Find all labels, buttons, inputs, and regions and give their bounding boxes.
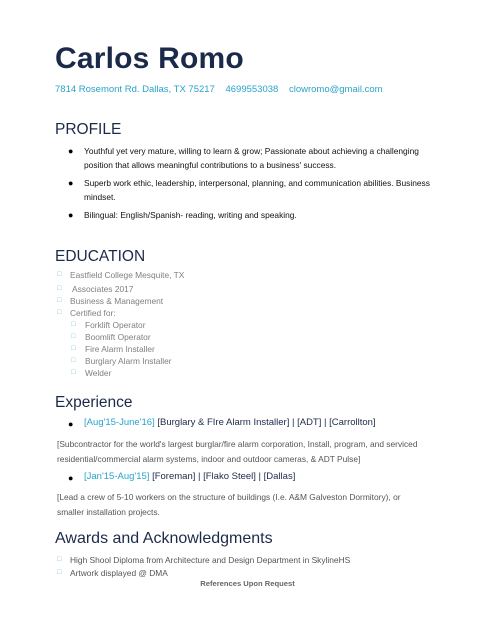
square-bullet-icon: □ — [71, 369, 76, 376]
square-bullet-icon: □ — [57, 271, 62, 278]
job-title-line — [84, 471, 295, 482]
profile-heading: PROFILE — [55, 121, 122, 138]
candidate-name: Carlos Romo — [55, 42, 244, 75]
job-title: [Burglary & FIre Alarm Installer] | [ADT] | [Carrollton] — [157, 417, 376, 428]
phone: 4699553038 — [225, 84, 279, 95]
profile-item: Youthful yet very mature, willing to learn & grow; Passionate about achieving a challenging position that allows meaningful contributions to a business' success. — [84, 146, 419, 170]
bullet-icon: ● — [68, 146, 74, 156]
profile-item: Superb work ethic, leadership, interpersonal, planning, and communication abilities. Business mindset. — [84, 178, 430, 202]
square-bullet-icon: □ — [57, 556, 62, 563]
square-bullet-icon: □ — [57, 297, 62, 304]
email: clowromo@gmail.com — [288, 84, 383, 95]
education-item: Certified for: — [70, 308, 116, 318]
square-bullet-icon: □ — [57, 309, 62, 316]
education-item: Associates 2017 — [72, 284, 134, 294]
education-heading: EDUCATION — [55, 248, 146, 265]
job-title: [Foreman] | [Flako Steel] | [Dallas] — [152, 471, 296, 482]
awards-heading: Awards and Acknowledgments — [55, 530, 273, 547]
references-note: References Upon Request — [200, 579, 295, 588]
job-description: [Subcontractor for the world's largest burglar/fire alarm corporation, Install, program, and serviced residential/commercial alarm systems, indoor and outdoor cameras, & ADT Pulse] — [57, 439, 418, 464]
certification-item: Forklift Operator — [85, 320, 146, 330]
square-bullet-icon: □ — [71, 345, 76, 352]
certification-item: Boomlift Operator — [85, 332, 151, 342]
award-item: High Shool Diploma from Architecture and Design Department in SkylineHS — [70, 555, 351, 565]
certification-item: Fire Alarm Installer — [85, 344, 155, 354]
award-item: Artwork displayed @ DMA — [70, 568, 168, 578]
experience-heading: Experience — [55, 394, 133, 411]
certification-item: Burglary Alarm Installer — [85, 356, 172, 366]
bullet-icon: ● — [68, 178, 74, 188]
profile-item: Bilingual: English/Spanish- reading, writing and speaking. — [84, 210, 297, 220]
square-bullet-icon: □ — [71, 333, 76, 340]
square-bullet-icon: □ — [57, 285, 62, 292]
square-bullet-icon: □ — [71, 357, 76, 364]
job-title-line — [84, 417, 376, 428]
square-bullet-icon: □ — [71, 321, 76, 328]
address: 7814 Rosemont Rd. Dallas, TX 75217 — [55, 84, 215, 95]
bullet-icon: ● — [68, 473, 74, 483]
job-date: [Aug'15-June'16] — [84, 417, 155, 428]
square-bullet-icon: □ — [57, 569, 62, 576]
certification-item: Welder — [85, 368, 112, 378]
bullet-icon: ● — [68, 210, 74, 220]
job-description: [Lead a crew of 5-10 workers on the structure of buildings (I.e. A&M Galveston Dormitory), or smaller installation projects. — [57, 492, 401, 517]
job-date: [Jan'15-Aug'15] — [84, 471, 150, 482]
education-item: Business & Management — [70, 296, 164, 306]
bullet-icon: ● — [68, 419, 74, 429]
contact-line — [55, 84, 391, 95]
education-item: Eastfield College Mesquite, TX — [70, 270, 185, 280]
